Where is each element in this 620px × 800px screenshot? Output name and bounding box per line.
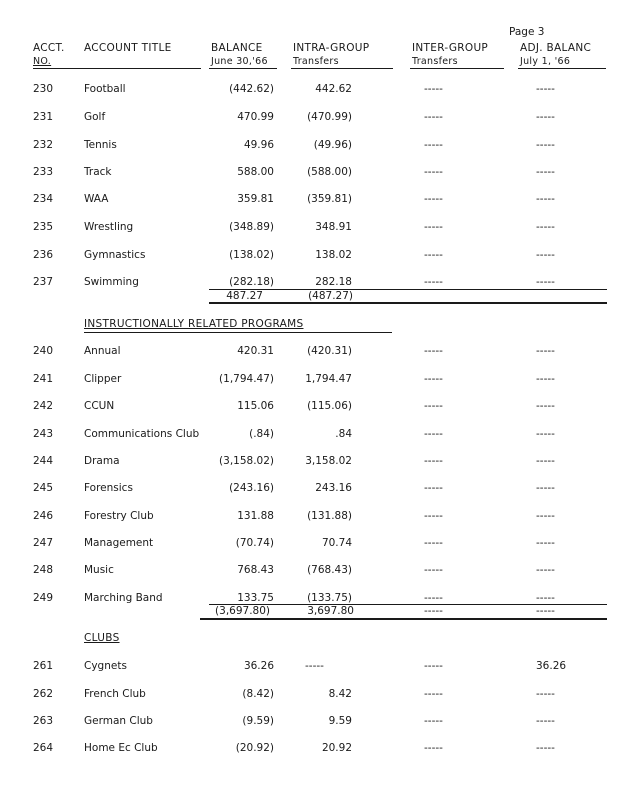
- section-heading-instructional: INSTRUCTIONALLY RELATED PROGRAMS: [84, 318, 304, 330]
- table-row: [0, 192, 620, 206]
- header-intra-line1: INTRA-GROUP: [293, 42, 370, 54]
- account-title: Communications Club: [84, 428, 200, 440]
- intra-value: (131.88): [307, 510, 352, 522]
- acct-number: 234: [33, 193, 54, 205]
- intra-value: 442.62: [315, 83, 352, 95]
- subtotal-row: [0, 290, 620, 302]
- balance-value: (442.62): [229, 83, 274, 95]
- header-acct-no-line1: ACCT.: [33, 42, 65, 54]
- adj-value: -----: [536, 742, 555, 754]
- table-row: [0, 372, 620, 386]
- balance-value: 133.75: [237, 592, 274, 604]
- balance-value: 115.06: [237, 400, 274, 412]
- balance-value: (.84): [249, 428, 274, 440]
- inter-value: -----: [424, 742, 443, 754]
- acct-number: 249: [33, 592, 54, 604]
- balance-value: (1,794.47): [219, 373, 274, 385]
- account-title: French Club: [84, 688, 146, 700]
- subtotal-balance: (3,697.80): [215, 605, 270, 617]
- account-title: Golf: [84, 111, 106, 123]
- page-number: Page 3: [509, 26, 545, 38]
- header-rule-intra: [291, 68, 393, 69]
- adj-value: -----: [536, 139, 555, 151]
- adj-value: -----: [536, 83, 555, 95]
- intra-value: 282.18: [315, 276, 352, 288]
- header-adj-balance: [520, 42, 591, 68]
- intra-value: 70.74: [321, 537, 352, 549]
- acct-number: 237: [33, 276, 54, 288]
- header-adj-line1: ADJ. BALANC: [520, 42, 592, 54]
- account-title: Annual: [84, 345, 121, 357]
- table-row: [0, 220, 620, 234]
- inter-value: -----: [424, 592, 443, 604]
- intra-value: 348.91: [315, 221, 352, 233]
- account-title: Track: [84, 166, 112, 178]
- table-row: [0, 714, 620, 728]
- acct-number: 235: [33, 221, 54, 233]
- intra-value: (359.81): [307, 193, 352, 205]
- balance-value: (20.92): [235, 742, 274, 754]
- intra-value: 138.02: [315, 249, 352, 261]
- table-row: [0, 659, 620, 673]
- total-double-rule: [200, 618, 607, 620]
- table-row: [0, 563, 620, 577]
- header-balance: [211, 42, 268, 68]
- acct-number: 261: [33, 660, 54, 672]
- inter-value: -----: [424, 193, 443, 205]
- adj-value: 36.26: [536, 660, 567, 672]
- adj-value: -----: [536, 482, 555, 494]
- table-row: [0, 165, 620, 179]
- acct-number: 244: [33, 455, 54, 467]
- table-row: [0, 509, 620, 523]
- account-title: Forestry Club: [84, 510, 154, 522]
- inter-value: -----: [424, 373, 443, 385]
- header-inter-line2: Transfers: [412, 56, 458, 67]
- table-row: [0, 427, 620, 441]
- table-row: [0, 344, 620, 358]
- inter-value: -----: [424, 111, 443, 123]
- acct-number: 232: [33, 139, 54, 151]
- balance-value: 131.88: [237, 510, 274, 522]
- balance-value: 49.96: [243, 139, 274, 151]
- balance-value: (138.02): [229, 249, 274, 261]
- inter-value: -----: [424, 139, 443, 151]
- inter-value: -----: [424, 688, 443, 700]
- adj-value: -----: [536, 592, 555, 604]
- section-heading-clubs: CLUBS: [84, 632, 120, 644]
- table-row: [0, 110, 620, 124]
- header-balance-line1: BALANCE: [211, 42, 263, 54]
- adj-value: -----: [536, 166, 555, 178]
- account-title: Home Ec Club: [84, 742, 158, 754]
- adj-value: -----: [536, 400, 555, 412]
- table-row: [0, 536, 620, 550]
- adj-value: -----: [536, 428, 555, 440]
- adj-value: -----: [536, 111, 555, 123]
- table-row: [0, 687, 620, 701]
- subtotal-intra: (487.27): [308, 290, 353, 302]
- acct-number: 241: [33, 373, 54, 385]
- acct-number: 245: [33, 482, 54, 494]
- account-title: Wrestling: [84, 221, 134, 233]
- inter-value: -----: [424, 510, 443, 522]
- balance-value: 588.00: [237, 166, 274, 178]
- account-title: Management: [84, 537, 154, 549]
- inter-value: -----: [424, 400, 443, 412]
- intra-value: -----: [305, 660, 324, 672]
- balance-value: (9.59): [242, 715, 274, 727]
- account-title: Clipper: [84, 373, 122, 385]
- balance-value: 768.43: [237, 564, 274, 576]
- adj-value: -----: [536, 688, 555, 700]
- account-title: Forensics: [84, 482, 133, 494]
- balance-value: 36.26: [243, 660, 274, 672]
- header-account-title: ACCOUNT TITLE: [84, 42, 172, 54]
- adj-value: -----: [536, 564, 555, 576]
- acct-number: 263: [33, 715, 54, 727]
- table-row: [0, 591, 620, 605]
- inter-value: -----: [424, 715, 443, 727]
- table-row: [0, 82, 620, 96]
- adj-value: -----: [536, 510, 555, 522]
- account-title: Tennis: [84, 139, 117, 151]
- subtotal-inter: -----: [424, 605, 443, 617]
- intra-value: 9.59: [328, 715, 352, 727]
- acct-number: 247: [33, 537, 54, 549]
- subtotal-balance: 487.27: [226, 290, 263, 302]
- balance-value: (348.89): [229, 221, 274, 233]
- balance-value: (243.16): [229, 482, 274, 494]
- acct-number: 231: [33, 111, 54, 123]
- acct-number: 236: [33, 249, 54, 261]
- intra-value: (420.31): [307, 345, 352, 357]
- adj-value: -----: [536, 276, 555, 288]
- subtotal-row: [0, 605, 620, 617]
- header-rule-adj: [518, 68, 606, 69]
- adj-value: -----: [536, 249, 555, 261]
- table-row: [0, 481, 620, 495]
- header-rule-left: [33, 68, 201, 69]
- balance-value: 359.81: [237, 193, 274, 205]
- inter-value: -----: [424, 660, 443, 672]
- table-row: [0, 138, 620, 152]
- adj-value: -----: [536, 455, 555, 467]
- balance-value: (70.74): [235, 537, 274, 549]
- acct-number: 262: [33, 688, 54, 700]
- intra-value: (115.06): [307, 400, 352, 412]
- header-acct-no: [33, 42, 65, 68]
- intra-value: (588.00): [307, 166, 352, 178]
- adj-value: -----: [536, 193, 555, 205]
- table-row: [0, 248, 620, 262]
- subtotal-adj: -----: [536, 605, 555, 617]
- account-title: Music: [84, 564, 114, 576]
- account-title: Drama: [84, 455, 120, 467]
- inter-value: -----: [424, 482, 443, 494]
- header-rule-inter: [410, 68, 504, 69]
- intra-value: 243.16: [315, 482, 352, 494]
- subtotal-intra: 3,697.80: [307, 605, 354, 617]
- inter-value: -----: [424, 537, 443, 549]
- table-row: [0, 399, 620, 413]
- header-adj-line2: July 1, '66: [520, 56, 571, 67]
- intra-value: 1,794.47: [305, 373, 352, 385]
- acct-number: 240: [33, 345, 54, 357]
- header-balance-line2: June 30,'66: [211, 56, 268, 67]
- account-title: Cygnets: [84, 660, 127, 672]
- intra-value: 20.92: [321, 742, 352, 754]
- balance-value: (282.18): [229, 276, 274, 288]
- table-row: [0, 741, 620, 755]
- header-rule-balance: [209, 68, 277, 69]
- adj-value: -----: [536, 345, 555, 357]
- header-acct-no-line2: NO.: [33, 56, 52, 67]
- account-title: Football: [84, 83, 126, 95]
- inter-value: -----: [424, 249, 443, 261]
- acct-number: 246: [33, 510, 54, 522]
- balance-value: 470.99: [237, 111, 274, 123]
- section-rule: [84, 332, 392, 333]
- intra-value: (768.43): [307, 564, 352, 576]
- account-title: German Club: [84, 715, 153, 727]
- inter-value: -----: [424, 564, 443, 576]
- header-intra-line2: Transfers: [293, 56, 339, 67]
- inter-value: -----: [424, 83, 443, 95]
- intra-value: 8.42: [328, 688, 352, 700]
- acct-number: 230: [33, 83, 54, 95]
- account-title: Marching Band: [84, 592, 163, 604]
- acct-number: 248: [33, 564, 54, 576]
- header-inter-line1: INTER-GROUP: [412, 42, 489, 54]
- acct-number: 233: [33, 166, 54, 178]
- account-title: Swimming: [84, 276, 139, 288]
- balance-value: (8.42): [242, 688, 274, 700]
- header-intra-group: [293, 42, 369, 68]
- adj-value: -----: [536, 537, 555, 549]
- balance-value: 420.31: [237, 345, 274, 357]
- inter-value: -----: [424, 276, 443, 288]
- intra-value: (133.75): [307, 592, 352, 604]
- adj-value: -----: [536, 715, 555, 727]
- inter-value: -----: [424, 345, 443, 357]
- account-title: WAA: [84, 193, 109, 205]
- intra-value: .84: [335, 428, 352, 440]
- inter-value: -----: [424, 221, 443, 233]
- inter-value: -----: [424, 455, 443, 467]
- header-inter-group: [412, 42, 488, 68]
- account-title: CCUN: [84, 400, 115, 412]
- acct-number: 242: [33, 400, 54, 412]
- inter-value: -----: [424, 166, 443, 178]
- acct-number: 264: [33, 742, 54, 754]
- table-row: [0, 275, 620, 289]
- intra-value: 3,158.02: [305, 455, 352, 467]
- intra-value: (470.99): [307, 111, 352, 123]
- adj-value: -----: [536, 221, 555, 233]
- balance-value: (3,158.02): [219, 455, 274, 467]
- acct-number: 243: [33, 428, 54, 440]
- intra-value: (49.96): [313, 139, 352, 151]
- adj-value: -----: [536, 373, 555, 385]
- table-row: [0, 454, 620, 468]
- inter-value: -----: [424, 428, 443, 440]
- total-double-rule: [209, 302, 607, 304]
- account-title: Gymnastics: [84, 249, 146, 261]
